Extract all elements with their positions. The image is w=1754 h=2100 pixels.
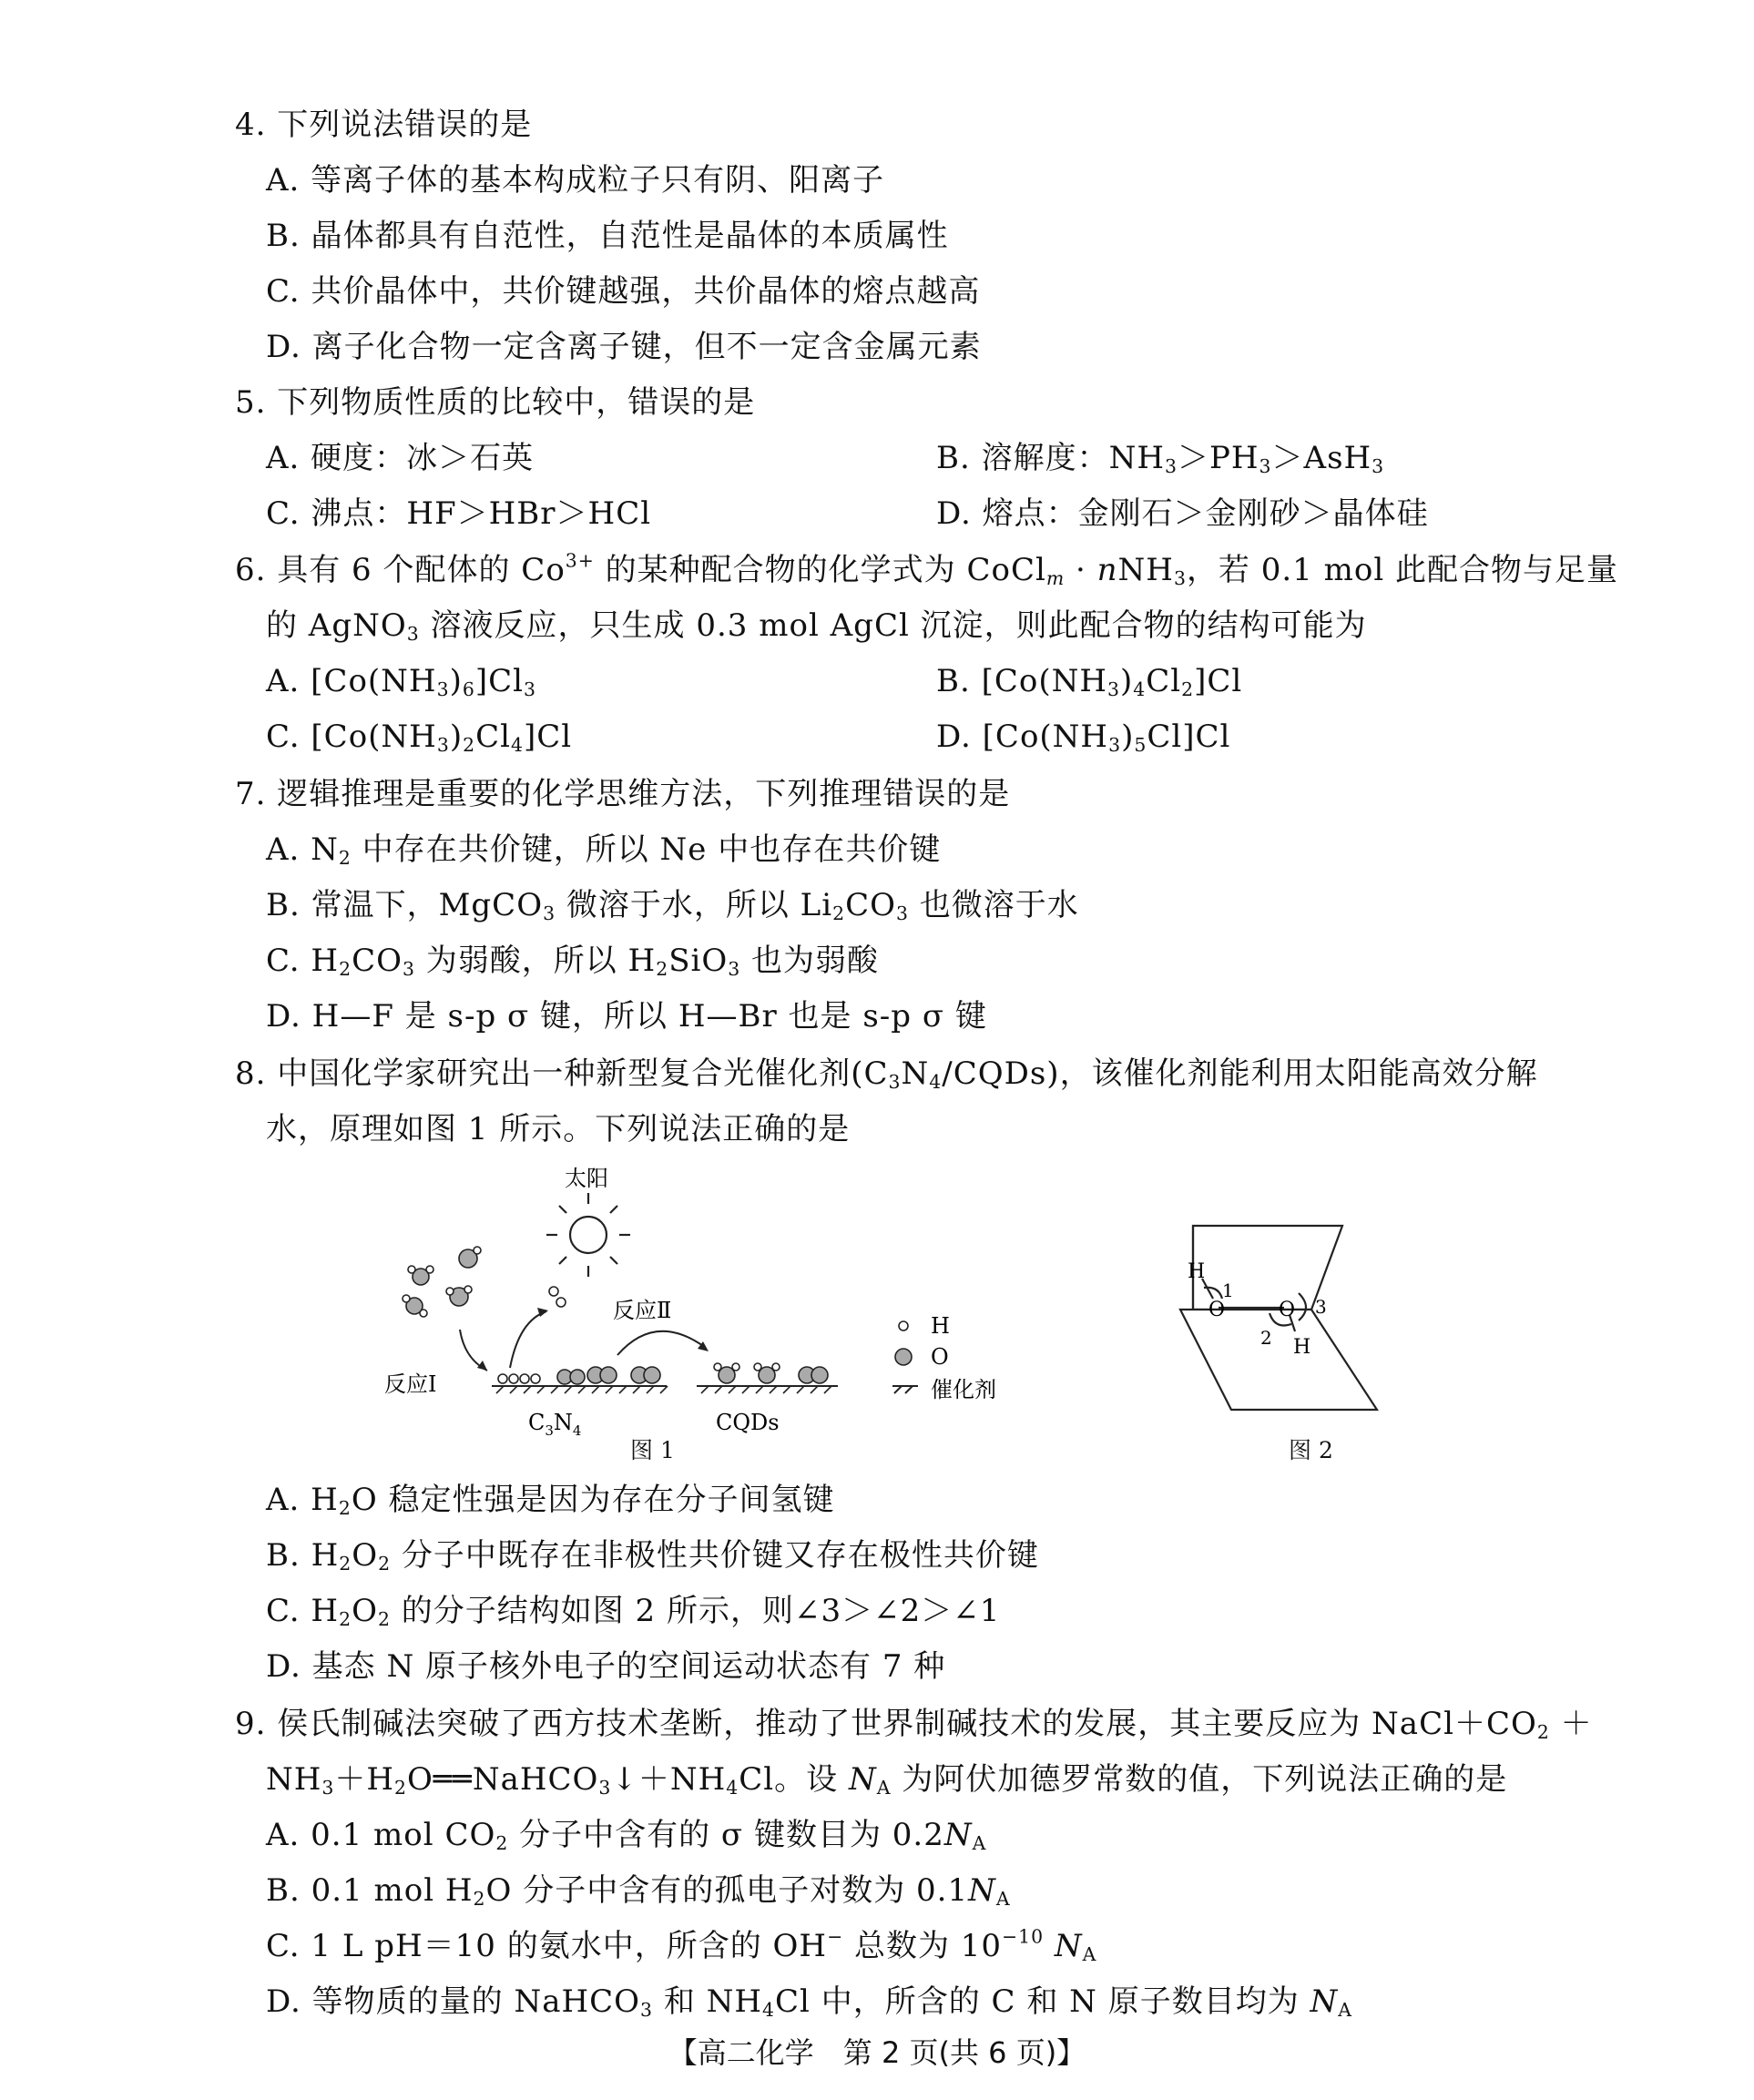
q5-option-b: B. 溶解度：$NH_3>PH_3>AsH_3$: [936, 440, 1385, 478]
oxygen-release-arrow: [510, 1311, 546, 1368]
q7-option-a: A. $N_2$ 中存在共价键，所以 Ne 中也存在共价键: [266, 831, 942, 870]
q4-option-a: A. 等离子体的基本构成粒子只有阴、阳离子: [266, 162, 885, 199]
angle-1-label: 1: [1222, 1279, 1234, 1301]
q6-stem-line2: 的 AgNO$_3$ 溶液反应，只生成 0.3 mol AgCl 沉淀，则此配合物的结构可能为: [266, 607, 1367, 646]
q4-option-c: C. 共价晶体中，共价键越强，共价晶体的熔点越高: [266, 273, 981, 310]
figure-2-h2o2-structure: [1166, 1211, 1393, 1430]
legend-catalyst: 催化剂: [931, 1377, 996, 1402]
q9-option-b: B. 0.1 mol $H_2O$ 分子中含有的孤电子对数为 $0.1N_A$: [266, 1872, 1011, 1911]
q9-option-a: A. 0.1 mol $CO_2$ 分子中含有的 σ 键数目为 $0.2N_A$: [266, 1817, 987, 1855]
q9-stem-line2: $NH_3+H_2O══NaHCO_3↓+NH_4Cl$。设 $N_A$ 为阿伏加德罗常数的值，下列说法正确的是: [266, 1761, 1508, 1799]
reaction-ii-arrow: [617, 1331, 706, 1355]
sun-label: 太阳: [565, 1166, 608, 1191]
q5-option-d: D. 熔点：金刚石＞金刚砂＞晶体硅: [936, 495, 1429, 532]
q6-option-b: B. $[Co(NH_3)_4Cl_2]Cl$: [936, 663, 1243, 701]
cqds-catalyst-surface: [697, 1363, 838, 1393]
q7-option-d: D. H—F 是 s-p σ 键，所以 H—Br 也是 s-p σ 键: [266, 998, 987, 1035]
legend-o: O: [931, 1344, 949, 1370]
q7-option-c: C. $H_2CO_3$ 为弱酸，所以 $H_2SiO_3$ 也为弱酸: [266, 943, 880, 981]
q5-stem: 5. 下列物质性质的比较中，错误的是: [235, 384, 756, 421]
q4-option-b: B. 晶体都具有自范性，自范性是晶体的本质属性: [266, 218, 949, 254]
legend-h: H: [931, 1313, 950, 1339]
figure-1-photocatalysis-diagram: [373, 1157, 1029, 1457]
o-atom-right: O: [1279, 1299, 1296, 1321]
q9-option-d: D. 等物质的量的 NaHCO$_3$ 和 $NH_4Cl$ 中，所含的 C 和 N 原子数目均为 $N_A$: [266, 1983, 1352, 2022]
q6-option-d: D. $[Co(NH_3)_5Cl]Cl$: [936, 719, 1231, 757]
q8-option-a: A. $H_2O$ 稳定性强是因为存在分子间氢键: [266, 1482, 835, 1520]
c3n4-catalyst-surface: [492, 1367, 668, 1393]
q8-option-b: B. $H_2O_2$ 分子中既存在非极性共价键又存在极性共价键: [266, 1537, 1039, 1575]
angle-3-label: 3: [1315, 1296, 1327, 1318]
figure-1-legend: [892, 1321, 918, 1393]
water-molecules-cluster: [403, 1247, 566, 1317]
q7-option-b: B. 常温下，MgCO$_3$ 微溶于水，所以 $Li_2CO_3$ 也微溶于水: [266, 887, 1079, 925]
q5-option-a: A. 硬度：冰＞石英: [266, 440, 535, 476]
reaction-ii-label: 反应Ⅱ: [613, 1298, 672, 1323]
cqds-label: CQDs: [716, 1410, 780, 1435]
q6-option-c: C. $[Co(NH_3)_2Cl_4]Cl$: [266, 719, 573, 757]
sun-icon: [546, 1193, 630, 1277]
figure-1-caption: 图 1: [630, 1437, 675, 1463]
q8-stem-line1: 8. 中国化学家研究出一种新型复合光催化剂$(C_3N_4/CQDs)$，该催化剂能利用太阳能高效分解: [235, 1055, 1538, 1094]
page-footer: 【高二化学 第 2 页(共 6 页)】: [668, 2035, 1086, 2070]
q8-stem-line2: 水，原理如图 1 所示。下列说法正确的是: [266, 1111, 851, 1147]
reaction-i-label: 反应Ⅰ: [384, 1371, 437, 1397]
q8-option-d: D. 基态 N 原子核外电子的空间运动状态有 7 种: [266, 1648, 946, 1685]
q4-option-d: D. 离子化合物一定含离子键，但不一定含金属元素: [266, 329, 982, 365]
q7-stem: 7. 逻辑推理是重要的化学思维方法，下列推理错误的是: [235, 776, 1011, 812]
h-atom-bottom: H: [1293, 1336, 1311, 1359]
q6-option-a: A. $[Co(NH_3)_6]Cl_3$: [266, 663, 536, 701]
q6-stem-line1: 6. 具有 6 个配体的 $Co^{3+}$ 的某种配合物的化学式为 CoCl$_m$ · nNH$_3$，若 0.1 mol 此配合物与足量: [235, 549, 1619, 590]
angle-2-label: 2: [1260, 1327, 1272, 1349]
q4-stem: 4. 下列说法错误的是: [235, 107, 533, 143]
q5-option-c: C. 沸点：HF＞HBr＞HCl: [266, 495, 652, 532]
figure-2-caption: 图 2: [1289, 1437, 1333, 1463]
q9-stem-line1: 9. 侯氏制碱法突破了西方技术垄断，推动了世界制碱技术的发展，其主要反应为 $NaCl+CO_2$ ＋: [235, 1706, 1593, 1744]
q8-option-c: C. $H_2O_2$ 的分子结构如图 2 所示，则∠3＞∠2＞∠1: [266, 1593, 1001, 1631]
q9-option-c: C. 1 L pH＝10 的氨水中，所含的 OH− 总数为 $10^{-10}$ $N_A$: [266, 1925, 1097, 1966]
o-atom-left: O: [1208, 1299, 1226, 1321]
c3n4-label: $C_3N_4$: [528, 1410, 582, 1439]
h-atom-top: H: [1188, 1260, 1206, 1283]
